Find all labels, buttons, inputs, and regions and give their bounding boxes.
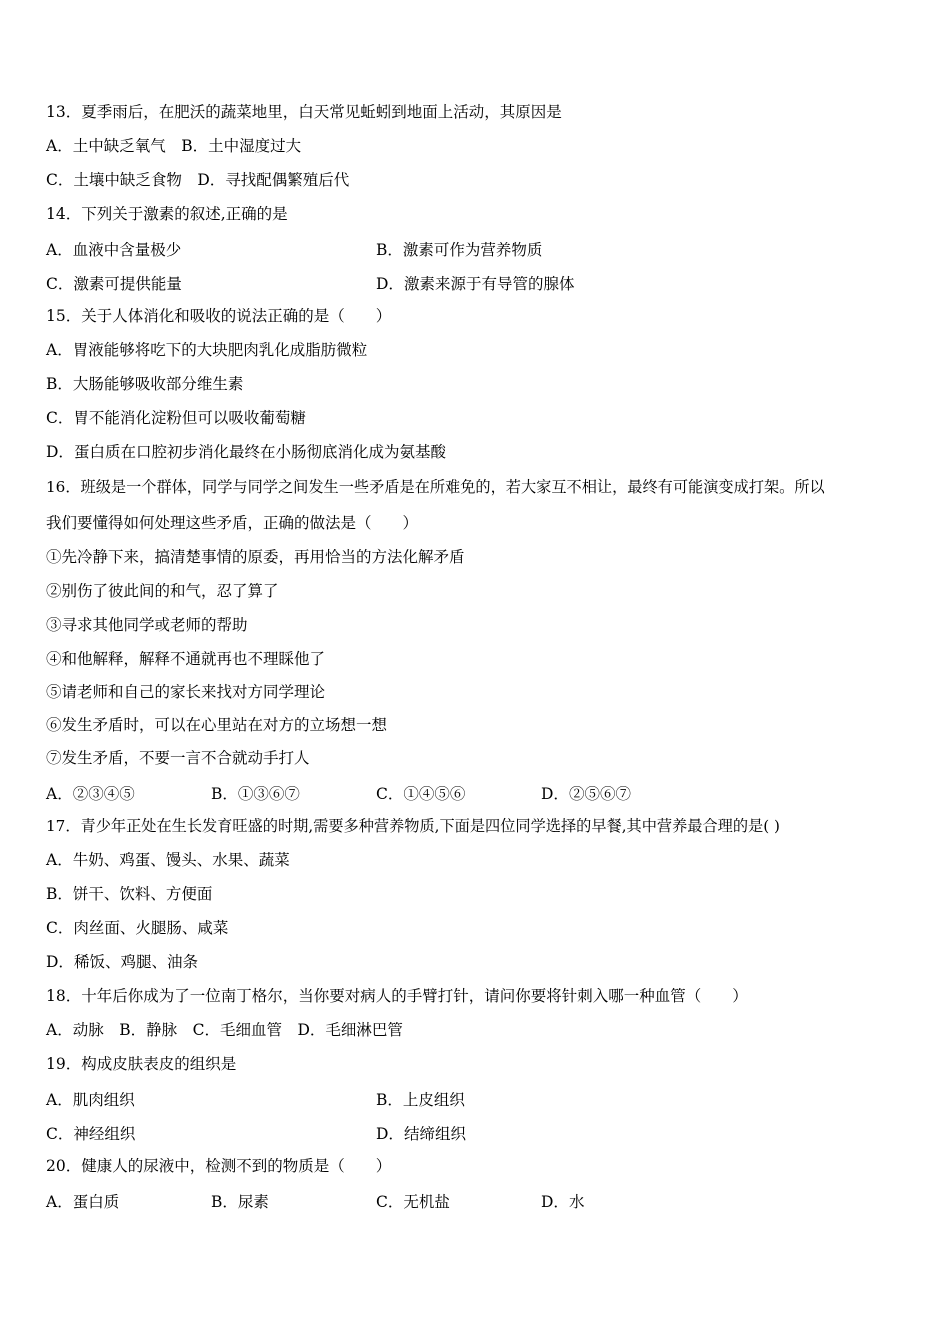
option-label: B． xyxy=(211,785,238,803)
option-label: B． xyxy=(376,1091,403,1109)
option-label: B． xyxy=(376,241,403,259)
option-label: B． xyxy=(46,885,73,903)
option-text: 饼干、饮料、方便面 xyxy=(72,885,213,903)
option-label: D． xyxy=(541,785,569,803)
option-label: A． xyxy=(46,851,73,869)
option-label: C． xyxy=(46,275,74,293)
question-13-options-row-1: A．土中缺乏氧气 B．土中湿度过大 xyxy=(46,137,302,155)
question-15-option-c xyxy=(46,408,306,428)
question-19-stem: 19．构成皮肤表皮的组织是 xyxy=(46,1055,237,1073)
question-16-option-d xyxy=(541,782,631,804)
option-text: 大肠能够吸收部分维生素 xyxy=(72,375,244,393)
question-16-item-7: ⑦发生矛盾，不要一言不合就动手打人 xyxy=(46,749,310,767)
option-text: 胃不能消化淀粉但可以吸收葡萄糖 xyxy=(73,409,306,427)
question-16-option-b xyxy=(211,782,300,804)
option-text: ②③④⑤ xyxy=(72,785,135,803)
option-label: C． xyxy=(46,1125,74,1143)
question-17-stem: 17．青少年正处在生长发育旺盛的时期,需要多种营养物质,下面是四位同学选择的早餐,其中营养最合理的是( ) xyxy=(46,817,780,835)
question-16-item-4: ④和他解释，解释不通就再也不理睬他了 xyxy=(46,650,326,668)
option-label: D． xyxy=(376,275,404,293)
question-20-option-c xyxy=(376,1190,450,1212)
option-text: 激素来源于有导管的腺体 xyxy=(403,275,575,293)
question-13-options-row-2: C．土壤中缺乏食物 D．寻找配偶繁殖后代 xyxy=(46,171,350,189)
option-label: D． xyxy=(46,443,74,461)
option-text: ①④⑤⑥ xyxy=(403,785,466,803)
option-label: B． xyxy=(211,1193,238,1211)
question-14-stem: 14．下列关于激素的叙述,正确的是 xyxy=(46,205,288,223)
question-14-option-a xyxy=(46,238,181,260)
question-19-option-a xyxy=(46,1088,135,1110)
question-14-option-b xyxy=(376,238,542,260)
option-label: A． xyxy=(46,1091,73,1109)
question-20-option-d xyxy=(541,1190,584,1212)
option-text: 结缔组织 xyxy=(403,1125,466,1143)
option-label: A． xyxy=(46,785,73,803)
option-text: 激素可作为营养物质 xyxy=(402,241,543,259)
question-20-stem: 20．健康人的尿液中，检测不到的物质是（ ） xyxy=(46,1157,392,1175)
option-text: 血液中含量极少 xyxy=(72,241,182,259)
option-label: D． xyxy=(541,1193,569,1211)
option-text: 尿素 xyxy=(237,1193,269,1211)
option-text: ②⑤⑥⑦ xyxy=(568,785,631,803)
question-16-item-5: ⑤请老师和自己的家长来找对方同学理论 xyxy=(46,683,326,701)
question-20-option-a xyxy=(46,1190,119,1212)
question-19-option-c xyxy=(46,1122,135,1144)
question-16-stem-line-1: 16．班级是一个群体，同学与同学之间发生一些矛盾是在所难免的，若大家互不相让，最终有可能演变成打架。所以 xyxy=(46,478,825,496)
question-17-option-b xyxy=(46,884,212,904)
question-16-option-a xyxy=(46,782,135,804)
question-16-item-1: ①先冷静下来，搞清楚事情的原委，再用恰当的方法化解矛盾 xyxy=(46,548,465,566)
question-15-stem: 15．关于人体消化和吸收的说法正确的是（ ） xyxy=(46,307,392,325)
option-text: 水 xyxy=(568,1193,585,1211)
option-label: D． xyxy=(376,1125,404,1143)
option-text: ①③⑥⑦ xyxy=(237,785,300,803)
option-text: 无机盐 xyxy=(403,1193,450,1211)
question-19-option-b xyxy=(376,1088,465,1110)
question-18-stem: 18．十年后你成为了一位南丁格尔，当你要对病人的手臂打针，请问你要将针刺入哪一种血管（ ） xyxy=(46,987,748,1005)
option-text: 蛋白质 xyxy=(72,1193,120,1211)
question-16-item-2: ②别伤了彼此间的和气，忍了算了 xyxy=(46,582,279,600)
question-15-option-d xyxy=(46,442,446,462)
option-text: 肌肉组织 xyxy=(72,1091,135,1109)
option-text: 蛋白质在口腔初步消化最终在小肠彻底消化成为氨基酸 xyxy=(73,443,446,461)
option-label: C． xyxy=(376,785,404,803)
option-text: 上皮组织 xyxy=(402,1091,465,1109)
question-13-stem: 13．夏季雨后，在肥沃的蔬菜地里，白天常见蚯蚓到地面上活动，其原因是 xyxy=(46,103,562,121)
option-label: A． xyxy=(46,241,73,259)
option-label: A． xyxy=(46,341,73,359)
option-text: 神经组织 xyxy=(73,1125,136,1143)
question-15-option-b xyxy=(46,374,243,394)
option-label: B． xyxy=(46,375,73,393)
question-17-option-c xyxy=(46,918,228,938)
question-14-option-c xyxy=(46,272,182,294)
question-18-options-row: A．动脉 B．静脉 C．毛细血管 D．毛细淋巴管 xyxy=(46,1021,403,1039)
question-17-option-d xyxy=(46,952,198,972)
option-label: C． xyxy=(46,919,74,937)
option-label: C． xyxy=(376,1193,404,1211)
option-text: 牛奶、鸡蛋、馒头、水果、蔬菜 xyxy=(72,851,290,869)
option-text: 稀饭、鸡腿、油条 xyxy=(73,953,198,971)
question-16-option-c xyxy=(376,782,465,804)
option-text: 肉丝面、火腿肠、咸菜 xyxy=(73,919,229,937)
question-20-option-b xyxy=(211,1190,269,1212)
option-text: 胃液能够将吃下的大块肥肉乳化成脂肪微粒 xyxy=(72,341,368,359)
question-15-option-a xyxy=(46,340,367,360)
question-19-option-d xyxy=(376,1122,466,1144)
question-14-option-d xyxy=(376,272,574,294)
question-16-item-3: ③寻求其他同学或老师的帮助 xyxy=(46,616,248,634)
question-16-stem-line-2: 我们要懂得如何处理这些矛盾，正确的做法是（ ） xyxy=(46,514,419,532)
option-label: D． xyxy=(46,953,74,971)
option-label: A． xyxy=(46,1193,73,1211)
question-17-option-a xyxy=(46,850,290,870)
option-text: 激素可提供能量 xyxy=(73,275,182,293)
option-label: C． xyxy=(46,409,74,427)
question-16-item-6: ⑥发生矛盾时，可以在心里站在对方的立场想一想 xyxy=(46,716,388,734)
